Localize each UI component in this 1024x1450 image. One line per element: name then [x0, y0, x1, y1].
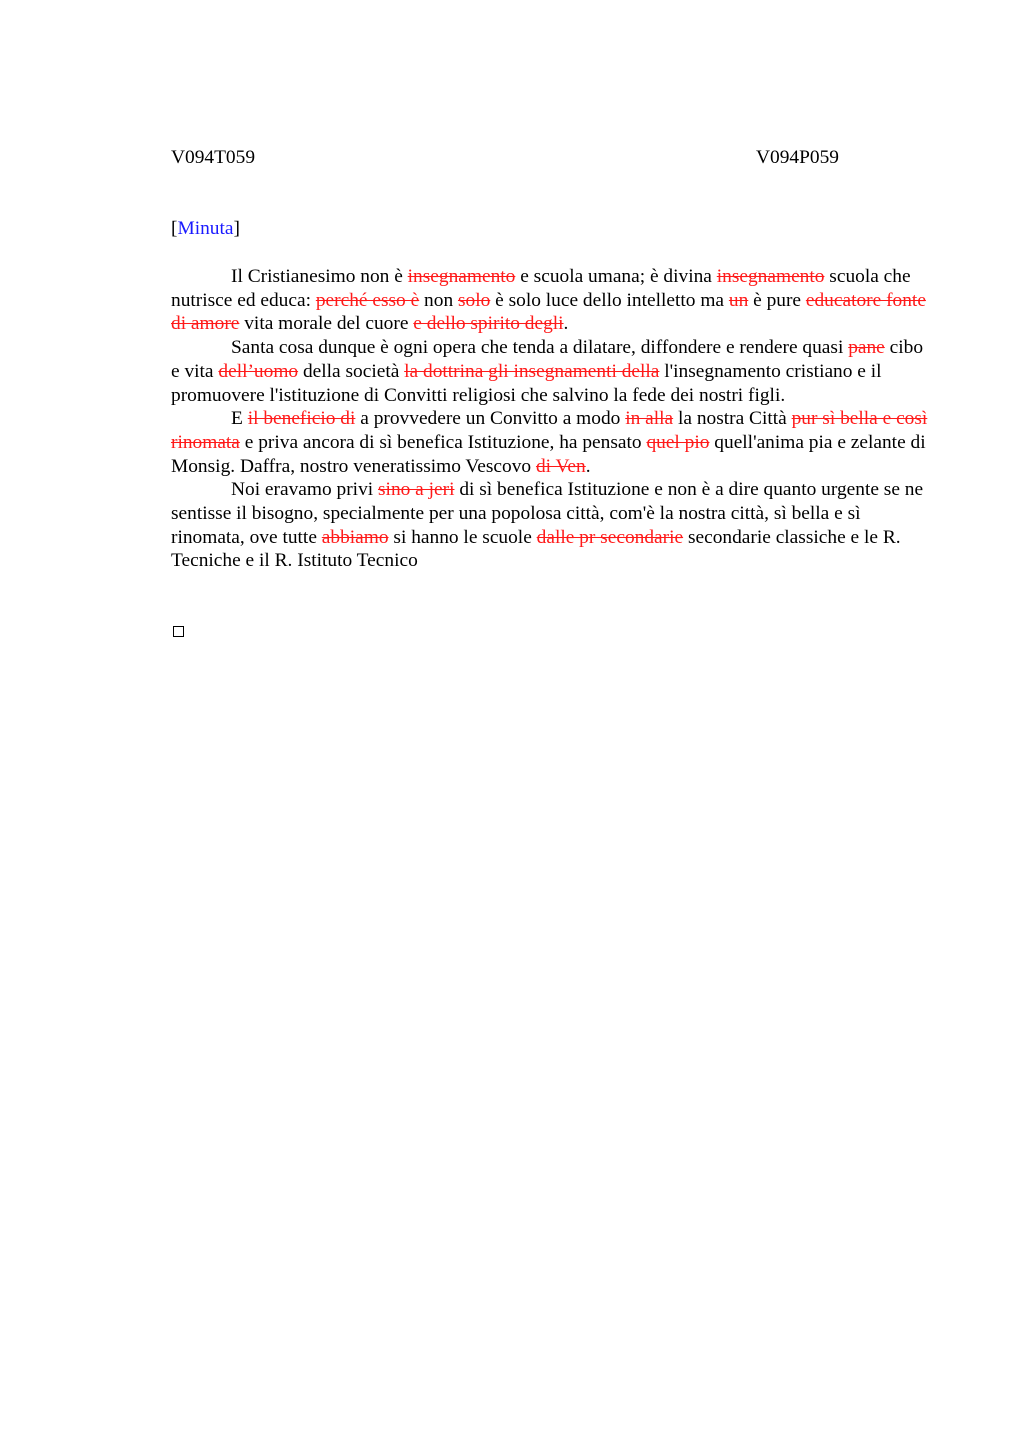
deleted-text: dell’uomo [218, 360, 299, 382]
text-run: e scuola umana; è divina [515, 266, 717, 287]
paragraph-3 [171, 407, 929, 478]
deleted-text: pur sì bella e così rinomata [171, 408, 928, 453]
paragraph-4 [171, 478, 929, 573]
heading-label: Minuta [177, 218, 234, 239]
text-run: di sì benefica Istituzione e non è a dire quanto urgente se ne sentisse il bisogno, specialmente per una popolosa città, com'è la nostra città, sì bella e sì rinomata, ove tutte [171, 479, 924, 548]
deleted-text: perché esso è [315, 289, 420, 311]
section-heading [171, 217, 240, 241]
text-run: non [419, 289, 458, 311]
deleted-text: insegnamento [716, 266, 825, 287]
deleted-text: e dello spirito degli [413, 313, 564, 335]
deleted-text: di Ven [535, 455, 586, 477]
heading-open-bracket: [ [171, 218, 178, 239]
paragraph-2 [171, 336, 929, 407]
text-run: vita morale del cuore [239, 313, 414, 335]
empty-square-icon [173, 626, 184, 637]
deleted-text: un [728, 289, 749, 311]
text-run: E [231, 408, 248, 430]
text-run: quell'anima pia e zelante di Monsig. Daffra, nostro veneratissimo Vescovo [171, 431, 926, 477]
page-code: V094P059 [756, 147, 839, 168]
paragraph-1 [171, 265, 929, 336]
deleted-text: quel pio [646, 431, 710, 453]
heading-close-bracket: ] [233, 218, 240, 239]
text-run: è pure [748, 289, 806, 311]
text-run: si hanno le scuole [388, 526, 537, 548]
deleted-text: il beneficio di [247, 408, 356, 430]
text-run: e priva ancora di sì benefica Istituzione, ha pensato [239, 431, 647, 453]
deleted-text: dalle pr secondarie [536, 526, 684, 548]
deleted-text: educatore fonte di amore [171, 289, 926, 335]
text-run: è solo luce dello intelletto ma [490, 289, 729, 311]
text-code: V094T059 [171, 147, 256, 168]
text-run: Santa cosa dunque è ogni opera che tenda a dilatare, diffondere e rendere quasi [231, 337, 849, 359]
text-run: a provvedere un Convitto a modo [355, 408, 626, 430]
deleted-text: abbiamo [321, 526, 389, 548]
deleted-text: sino a jeri [378, 479, 455, 501]
text-run: Il Cristianesimo non è [231, 266, 408, 287]
deleted-text: solo [457, 289, 491, 311]
text-run: la nostra Città [673, 408, 792, 430]
text-run: . [563, 313, 569, 335]
document-body [171, 265, 929, 573]
text-run: secondarie classiche e le R. Tecniche e il R. Istituto Tecnico [171, 526, 901, 572]
text-run: . [585, 455, 591, 477]
deleted-text: insegnamento [407, 266, 516, 287]
text-run: l'insegnamento cristiano e il promuovere l'istituzione di Convitti religiosi che salvino la fede dei nostri figli. [171, 360, 882, 406]
deleted-text: pane [848, 337, 885, 359]
text-run: Noi eravamo privi [231, 479, 379, 501]
deleted-text: la dottrina gli insegnamenti della [404, 360, 660, 382]
text-run: cibo e vita [171, 337, 924, 382]
deleted-text: in alla [625, 408, 674, 430]
text-run: della società [298, 360, 405, 382]
text-run: scuola che nutrisce ed educa: [171, 266, 911, 311]
